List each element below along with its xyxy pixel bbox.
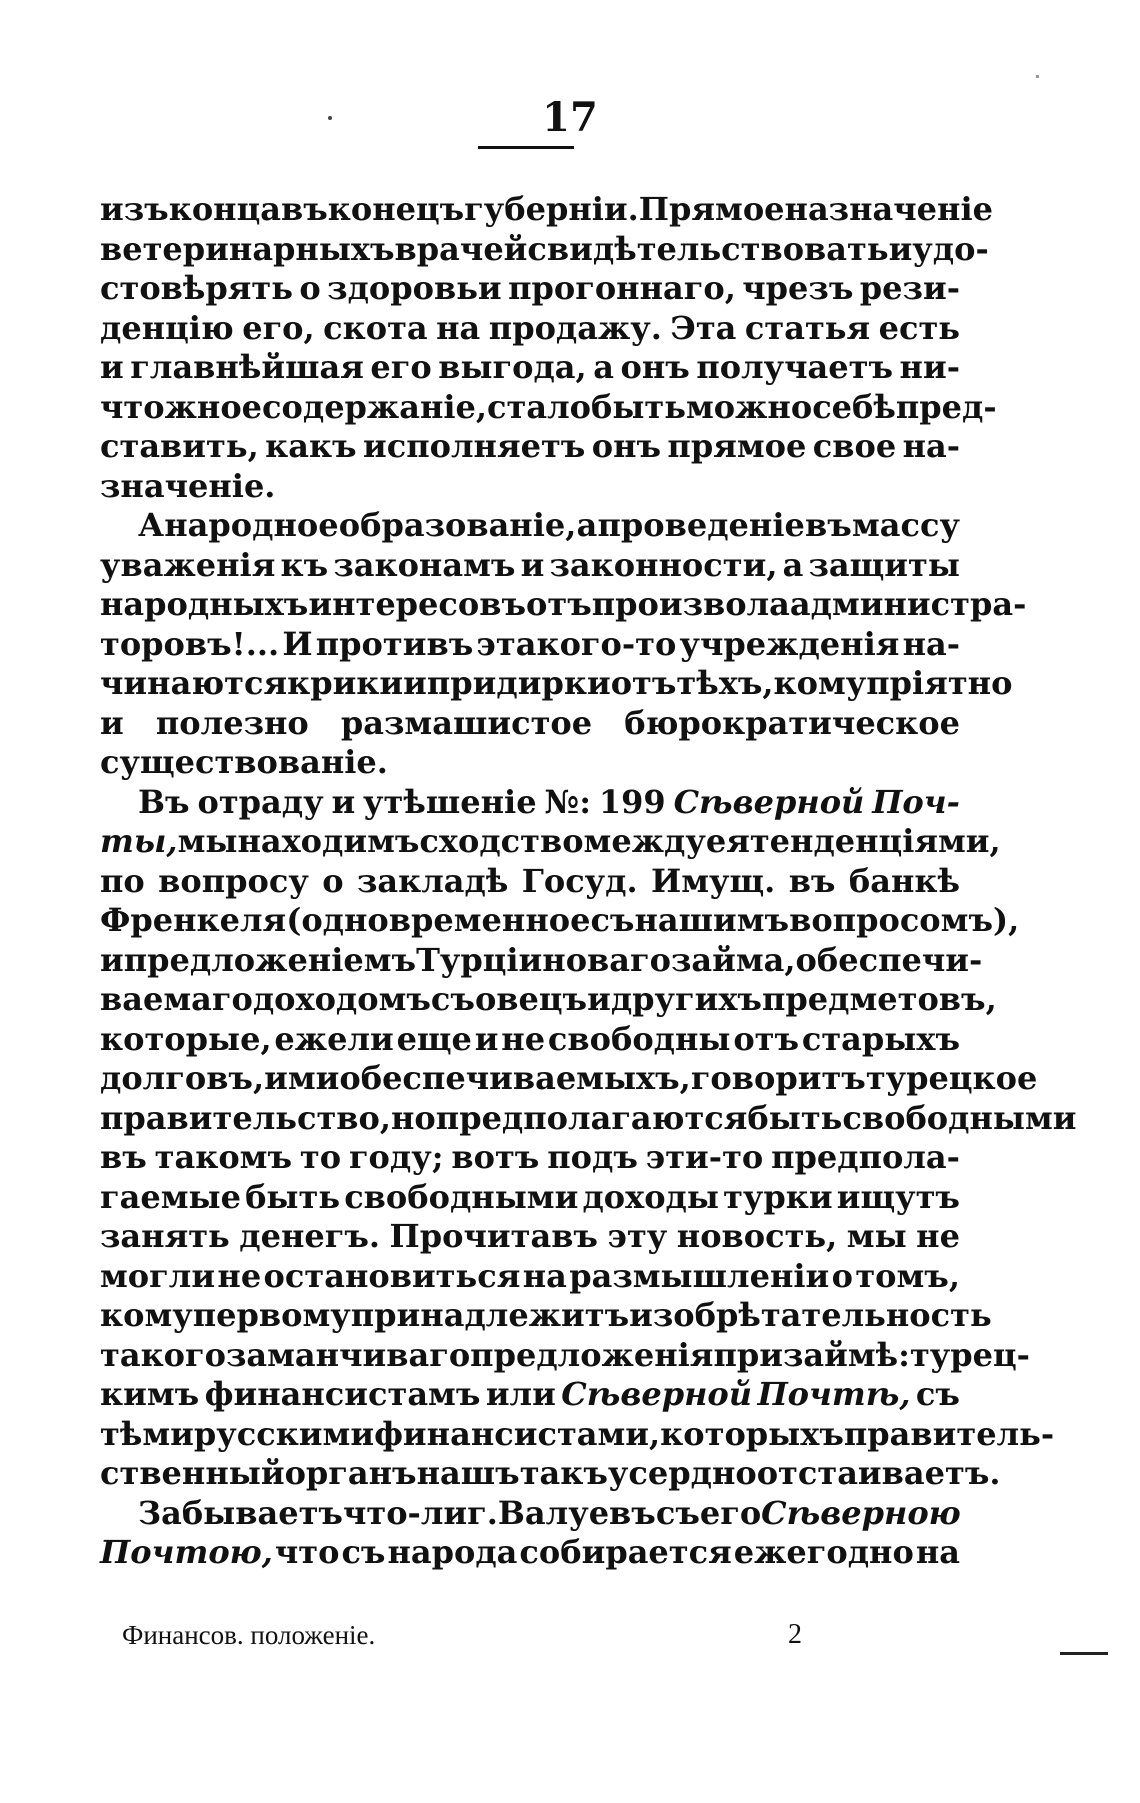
text-line [100,467,960,507]
word: томъ, [855,1256,960,1295]
text-line [100,387,997,428]
word: отъ [526,585,592,623]
word: учрежденія [679,624,900,663]
word: изобрѣтательность [629,1296,992,1334]
word: Поч- [872,782,960,821]
word: на [436,308,481,347]
word: еще [396,1019,472,1058]
word: ни- [899,348,960,386]
text-line [100,940,983,981]
text-line [100,506,960,546]
word: нашимъ [634,901,790,939]
text-line [100,229,989,270]
word: овецъ [474,980,588,1018]
word: Турціи [416,940,543,979]
word: въ [280,190,328,228]
word: вопросомъ), [789,901,1020,939]
word: или [485,1375,556,1413]
word: отъ [610,664,677,702]
word: и [474,1019,499,1058]
word: народныхъ [100,585,309,623]
word: такого [100,1335,226,1374]
word: что-ли [342,1493,468,1532]
text-line [100,1178,960,1218]
word: рези- [859,269,960,307]
word: долговъ, [100,1059,265,1097]
text-line [100,269,960,309]
word: кому [100,1296,193,1334]
word: пред- [895,387,997,426]
text-line [100,901,1020,941]
text-line [100,1335,1030,1376]
word: въ [788,861,836,900]
word: а [782,545,804,584]
text-line [100,1296,992,1336]
word: что [274,1533,340,1571]
word: быть [591,387,686,426]
word: не [217,1256,262,1295]
word: которые, [100,1019,272,1058]
word: этакого-то [476,624,677,663]
word: его [370,348,432,386]
word: №: [544,782,592,821]
word: свободными [344,1177,579,1216]
word: быть [245,1177,341,1216]
word: и [100,940,124,979]
footer-signature-number: 2 [788,1619,802,1650]
word: существованіе. [100,743,388,781]
word: собирается [519,1533,732,1571]
word: закладѣ [356,861,509,900]
text-line [100,1494,960,1534]
word: о [299,269,321,307]
word: и [100,348,124,386]
word: первому [192,1296,351,1334]
text-line [100,664,1013,704]
text-line [100,625,960,665]
word: ственный [100,1454,285,1492]
word: предметовъ, [761,980,997,1018]
word: торовъ!... [100,624,280,663]
word: финансистами, [374,1414,661,1453]
word: ищутъ [836,1177,960,1216]
word: займа, [670,940,796,979]
word: то [299,1138,342,1176]
word: тѣми [100,1414,194,1453]
word: врачей [394,229,528,268]
word: нашъ [416,1454,520,1492]
word: ветеринарныхъ [100,229,395,268]
word: подъ [547,1138,638,1176]
word: чтожное [100,387,263,426]
word: Забываетъ [138,1493,343,1532]
word: стовѣрять [100,269,293,307]
word: проведеніе [597,506,805,544]
word: принадлежитъ [350,1296,630,1334]
word: свое [812,427,897,465]
word: ежегодно [733,1533,914,1571]
word: органъ [284,1454,417,1492]
word: значеніе. [100,466,276,505]
text-line [100,1098,1077,1139]
word: при [713,1335,783,1374]
word: Почтѣ, [757,1375,911,1413]
word: 199 [598,782,666,821]
word: кому [773,664,867,702]
text-line [100,1454,1001,1494]
word: Госуд. [521,861,638,900]
word: придирки [426,664,611,702]
word: говоритъ [690,1059,866,1097]
word: Валуевъ [497,1493,656,1532]
word: защиты [808,545,960,584]
word: и [587,980,611,1018]
word: Прямое [638,190,785,228]
word: утѣшеніе [363,782,537,821]
word: статья [744,308,871,347]
text-line [100,1217,960,1257]
word: главнѣйшая [130,348,364,386]
scan-speck-top [1036,75,1039,78]
word: въ [100,1138,147,1176]
text-line [100,704,960,744]
word: уваженія [100,545,276,584]
word: можно [685,387,813,426]
word: скота [323,308,428,347]
word: Имущ. [651,861,776,900]
text-line [100,309,960,349]
word: получаетъ [696,348,894,386]
word: правитель- [843,1414,1055,1453]
word: чинаются [100,664,288,702]
word: себѣ [812,387,896,426]
text-line [100,1138,960,1178]
word: предложеніемъ [123,940,417,979]
word: его, [242,308,315,347]
word: могли [100,1256,216,1295]
word: стало [487,387,591,426]
word: сходство [419,822,584,860]
word: занять [100,1217,230,1255]
word: по [100,861,145,900]
word: ими [264,1059,340,1097]
text-line [100,1020,960,1060]
word: (одновременное [286,901,591,939]
word: концa [168,190,281,228]
word: полезно [155,703,309,742]
word: ты, [100,822,178,860]
text-line [100,783,960,823]
word: на [915,1533,960,1571]
word: пріятно [866,664,1013,702]
word: финансистамъ [204,1375,481,1413]
word: ежели [274,1019,394,1058]
text-line [100,1533,960,1573]
word: турец- [909,1335,1030,1374]
word: и [403,664,427,702]
word: такъ [519,1454,608,1492]
word: содержаніе, [262,387,488,426]
word: отстаиваетъ. [756,1454,1001,1492]
word: его [699,1493,762,1532]
word: такомъ [154,1138,293,1176]
word: другихъ [610,980,762,1018]
word: въ [805,506,852,544]
word: законности, [549,545,778,584]
word: интересовъ [308,585,527,623]
word: размышленіи [569,1256,830,1295]
word: произвола [591,585,790,623]
word: эти-то [645,1138,764,1176]
text-line [100,743,960,783]
word: Почтою, [100,1533,273,1571]
word: изъ [100,190,169,228]
text-line [100,1257,960,1297]
word: администра- [789,585,1027,623]
word: свободными [842,1098,1077,1137]
word: Сѣверною [761,1493,961,1532]
word: и [520,545,545,584]
text-line [100,427,960,467]
body-text [100,190,1077,1573]
edge-rule [1060,1652,1108,1655]
word: старыхъ [801,1019,960,1058]
word: выгода, [438,348,587,386]
word: денегъ. [239,1217,381,1255]
footer-signature-title: Финансов. положеніе. [122,1620,376,1650]
word: вотъ [451,1138,540,1176]
word: отъ [733,1019,800,1058]
word: предполагаются [435,1098,748,1137]
text-line [100,1059,1038,1099]
word: русскими [193,1414,375,1453]
word: банкѣ [848,861,960,900]
word: тенденціями, [749,822,1001,860]
word: турецкое [865,1059,1038,1097]
text-line [100,190,993,230]
word: усердно [607,1454,757,1492]
word: но [391,1098,436,1137]
word: займѣ: [782,1335,910,1374]
word: тѣхъ, [676,664,774,702]
word: законамъ [333,545,516,584]
word: году; [348,1138,444,1176]
word: съ [915,1375,960,1413]
word: есть [878,308,960,347]
word: предпола- [771,1138,960,1176]
word: на- [902,427,960,465]
word: правительство, [100,1098,391,1137]
word: ея [705,822,750,860]
word: кимъ [100,1375,200,1413]
word: а [576,506,598,544]
word: Эта [670,308,737,347]
word: остановиться [263,1256,521,1295]
word: ставить, [100,427,259,465]
word: съ [430,980,475,1018]
text-line [100,585,1027,625]
word: удо- [912,229,989,268]
word: а [593,348,614,386]
word: не [501,1019,546,1058]
word: мы [177,822,238,860]
word: Прочитавъ [389,1217,598,1255]
word: А [138,506,165,544]
word: заманчиваго [225,1335,471,1374]
word: прогоннаго, [508,269,736,307]
word: обеспечи- [795,940,983,979]
word: И [282,624,313,663]
word: Френкеля [100,901,287,939]
word: исполняетъ [362,427,586,465]
text-line [100,980,997,1020]
word: Сѣверной [561,1375,753,1413]
word: здоровьи [327,269,502,307]
word: эту [607,1217,668,1255]
word: народа [387,1533,518,1571]
word: находимъ [237,822,420,860]
word: какъ [265,427,357,465]
word: съ [655,1493,700,1532]
word: турки [723,1177,833,1216]
word: обеспечиваемыхъ, [339,1059,691,1097]
word: противъ [315,624,474,663]
word: прямое [667,427,807,465]
word: г. [467,1493,498,1532]
text-line [100,1414,1055,1455]
word: между [583,822,706,860]
word: свободны [547,1019,731,1058]
text-line [100,822,1001,862]
word: чрезъ [742,269,854,307]
word: быть [747,1098,843,1137]
word: продажу. [488,308,662,347]
word: на [522,1256,567,1295]
word: губерніи. [464,190,639,228]
word: бюрократическое [624,703,960,742]
word: не [916,1217,960,1255]
word: мы [846,1217,907,1255]
text-line [100,862,960,902]
word: образованіе, [338,506,577,544]
word: о [831,1256,853,1295]
page-number: 17 [542,94,598,141]
word: предложенія [470,1335,714,1374]
word: вопросу [158,861,309,900]
word: новость, [676,1217,838,1255]
word: и [888,229,913,268]
word: крики [287,664,404,702]
word: къ [280,545,329,584]
word: о [322,861,344,900]
word: свидѣтельствовать [527,229,889,268]
word: Въ [138,782,190,821]
page-number-rule [478,146,574,149]
word: гаемые [100,1177,241,1216]
text-line [100,348,960,388]
word: Сѣверной [673,782,865,821]
word: доходы [582,1177,719,1216]
word: назначеніе [784,190,993,228]
text-line [100,546,960,586]
word: онъ [620,348,690,386]
word: народное [164,506,339,544]
text-line [100,1375,960,1415]
word: и [331,782,356,821]
word: отраду [197,782,324,821]
word: новаго [542,940,671,979]
word: съ [341,1533,386,1571]
word: доходомъ [252,980,431,1018]
word: съ [590,901,635,939]
word: денцію [100,308,234,347]
word: конецъ [327,190,465,228]
word: размашистое [340,703,593,742]
word: которыхъ [660,1414,844,1453]
word: ваемаго [100,980,253,1018]
word: и [100,703,124,742]
word: онъ [591,427,662,465]
word: массу [852,506,960,544]
word: на- [902,624,960,663]
